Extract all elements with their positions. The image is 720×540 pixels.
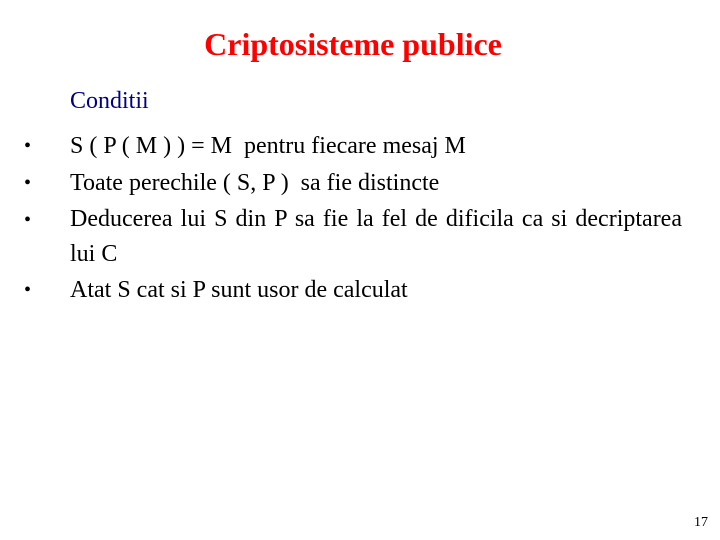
bullet-item <box>0 128 682 165</box>
bullet-item <box>0 202 688 272</box>
bullet-text: Deducerea lui S din P sa fie la fel de dificila ca si decriptarea lui C <box>70 206 688 267</box>
bullet-marker: • <box>24 209 32 231</box>
bullet-text: S ( P ( M ) ) = M pentru fiecare mesaj M <box>70 133 466 159</box>
bullet-marker: • <box>24 172 32 194</box>
bullet-text: Toate perechile ( S, P ) sa fie distincte <box>70 170 440 196</box>
bullet-item <box>0 272 682 309</box>
slide-subtitle: Conditii <box>70 88 149 114</box>
bullet-item <box>0 165 682 202</box>
bullet-marker: • <box>24 135 32 157</box>
bullet-list <box>0 128 720 309</box>
bullet-text: Atat S cat si P sunt usor de calculat <box>70 277 408 303</box>
page-number: 17 <box>694 515 708 530</box>
bullet-marker: • <box>24 279 32 301</box>
slide-title: Criptosisteme publice <box>204 26 502 62</box>
